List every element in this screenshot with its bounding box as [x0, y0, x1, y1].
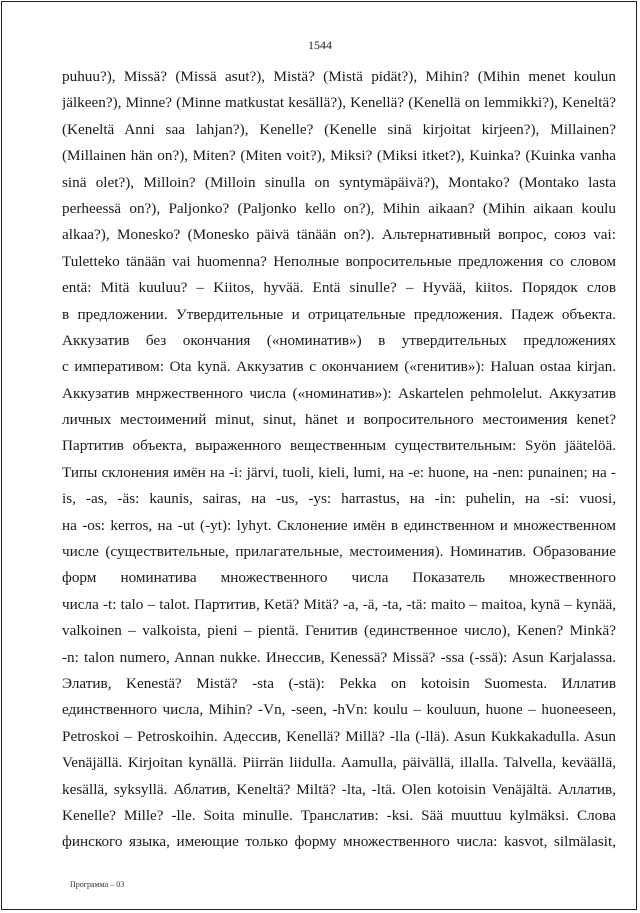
text-line: Petroskoi – Petroskoihin. Адессив, Kenellä? Millä? -lla (-llä). Asun Kukkakadulla. Asun: [62, 727, 616, 745]
text-line: (Millainen hän on?), Miten? (Miten voit?), Miksi? (Miksi itket?), Kuinka? (Kuinka vanha: [62, 147, 616, 165]
text-line: Типы склонения имён на -i: järvi, tuoli, kieli, lumi, на -e: huone, на -nen: punainen; на -: [62, 463, 616, 481]
text-line: puhuu?), Missä? (Missä asut?), Mistä? (Mistä pidät?), Mihin? (Mihin menet koulun: [62, 68, 616, 85]
text-line: Kenelle? Mille? -lle. Soita minulle. Транслатив: -ksi. Sää muuttuu kylmäksi. Слова: [62, 806, 616, 824]
text-line: jälkeen?), Minne? (Minne matkustat kesällä?), Kenellä? (Kenellä on lemmikki?), Keneltä?: [62, 94, 616, 112]
text-line: Аккузатив мнржественного числа («номинатив»): Askartelen pehmolelut. Аккузатив: [62, 384, 616, 402]
text-line: Элатив, Kenestä? Mistä? -sta (-stä): Pekka on kotoisin Suomesta. Иллатив: [62, 674, 616, 692]
page-number: 1544: [308, 38, 332, 52]
text-line: числе (существительные, прилагательные, местоимения). Номинатив. Образование: [62, 543, 616, 561]
text-line: Аккузатив без окончания («номинатив») в утвердительных предложениях: [62, 331, 616, 349]
text-line: Партитив объекта, выраженного вещественным существительным: Syön jäätelöä.: [62, 437, 616, 455]
text-line: valkoinen – valkoista, pieni – pientä. Генитив (единственное число), Kenen? Minkä?: [62, 622, 616, 640]
text-line: личных местоимений minut, sinut, hänet и вопросительного местоимения kenet?: [62, 411, 616, 429]
text-line: форм номинатива множественного числа Показатель множественного: [62, 569, 616, 587]
text-line: Venäjällä. Kirjoitan kynällä. Piirrän liidulla. Aamulla, päivällä, illalla. Talvella, keväällä,: [62, 754, 616, 772]
text-line: kesällä, syksyllä. Аблатив, Keneltä? Miltä? -lta, -ltä. Olen kotoisin Venäjältä. Аллатив,: [62, 780, 616, 798]
text-line: числа -t: talo – talot. Партитив, Ketä? Mitä? -a, -ä, -ta, -tä: maito – maitoa, kynä – kynää,: [62, 595, 616, 613]
text-line: в предложении. Утвердительные и отрицательные предложения. Падеж объекта.: [62, 305, 616, 323]
text-line: на -os: kerros, на -ut (-yt): lyhyt. Склонение имён в единственном и множественном: [62, 516, 616, 534]
text-line: perheessä on?), Paljonko? (Paljonko kello on?), Mihin aikaan? (Mihin aikaan koulu: [62, 199, 616, 217]
text-line: финского языка, имеющие только форму множественного числа: kasvot, silmälasit,: [62, 833, 616, 851]
text-line: is, -as, -äs: kaunis, sairas, на -us, -ys: harrastus, на -in: puhelin, на -si: vuosi,: [62, 490, 616, 508]
text-line: с императивом: Ota kynä. Аккузатив с окончанием («генитив»): Haluan ostaa kirjan.: [62, 358, 616, 376]
text-line: Tuletteko tänään vai huomenna? Неполные вопросительные предложения со словом: [62, 252, 616, 270]
text-line: (Keneltä Anni saa lahjan?), Kenelle? (Kenelle sinä kirjoitat kirjeen?), Millainen?: [62, 120, 616, 138]
text-line: alkaa?), Monesko? (Monesko päivä tänään on?). Альтернативный вопрос, союз vai:: [62, 226, 616, 244]
text-line: -n: talon numero, Annan nukke. Инессив, Kenessä? Missä? -ssa (-ssä): Asun Karjalassa.: [62, 648, 616, 666]
text-line: единственного числа, Mihin? -Vn, -seen, -hVn: koulu – kouluun, huone – huoneeseen,: [62, 701, 616, 719]
text-line: sinä olet?), Milloin? (Milloin sinulla on syntymäpäivä?), Montako? (Montako lasta: [62, 173, 616, 191]
text-line: entä: Mitä kuuluu? – Kiitos, hyvää. Entä sinulle? – Hyvää, kiitos. Порядок слов: [62, 279, 616, 297]
footer-label: Программа – 03: [70, 880, 125, 889]
body-text: [62, 64, 616, 856]
